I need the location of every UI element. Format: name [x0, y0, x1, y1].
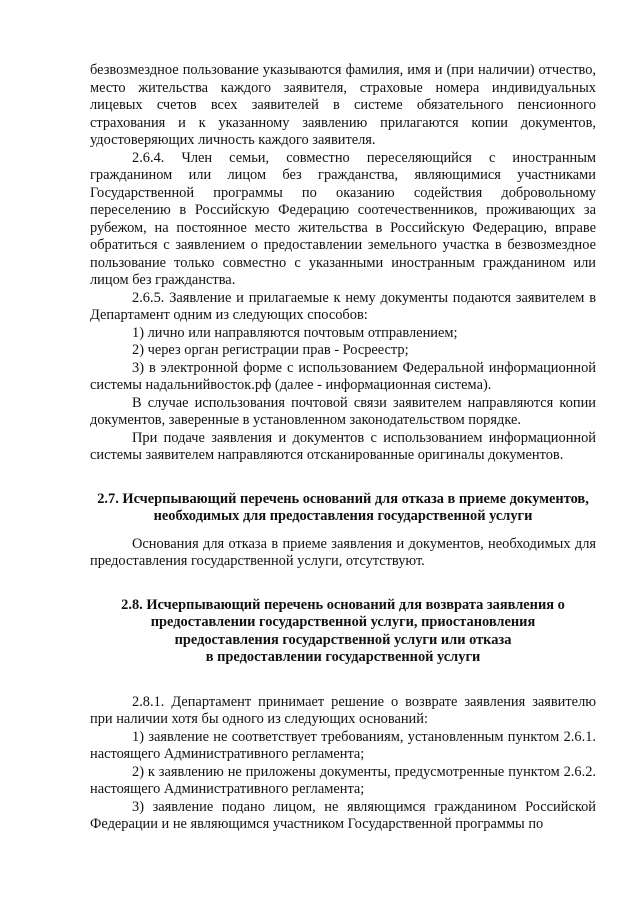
list-item-requirements: 1) заявление не соответствует требованиям, установленным пунктом 2.6.1. настоящего Административного регламента; [90, 728, 596, 762]
section-heading-2-7: 2.7. Исчерпывающий перечень оснований для отказа в приеме документов, необходимых для предоставления государственной услуги [97, 490, 589, 524]
paragraph-2-6-4: 2.6.4. Член семьи, совместно переселяющийся с иностранным гражданином или лицом без гражданства, являющимися участниками Государственной программы по оказанию содействия добровольному переселению в Российскую Федерацию соотечественников, проживающих за рубежом, на постоянное место жительства в Российскую Федерацию, вправе обратиться с заявлением о предоставлении земельного участка в безвозмездное пользование только совместно с указанными иностранным гражданином или лицом без гражданства. [90, 149, 596, 288]
paragraph-postal: В случае использования почтовой связи заявителем направляются копии документов, заверенные в установленном законодательством порядке. [90, 394, 596, 428]
list-item-documents: 2) к заявлению не приложены документы, предусмотренные пунктом 2.6.2. настоящего Административного регламента; [90, 763, 596, 797]
list-item-electronic: 3) в электронной форме с использованием Федеральной информационной системы надальнийвосток.рф (далее - информационная система). [90, 359, 596, 393]
paragraph-continuation: безвозмездное пользование указываются фамилия, имя и (при наличии) отчество, место жительства каждого заявителя, страховые номера индивидуальных лицевых счетов всех заявителей в системе обязательного пенсионного страхования и к указанному заявлению прилагаются копии документов, удостоверяющих личность каждого заявителя. [90, 62, 596, 148]
list-item-non-citizen: 3) заявление подано лицом, не являющимся гражданином Российской Федерации и не являющимся участником Государственной программы по [90, 798, 596, 832]
paragraph-2-6-5: 2.6.5. Заявление и прилагаемые к нему документы подаются заявителем в Департамент одним из следующих способов: [90, 289, 596, 323]
heading-line: предоставлении государственной услуги, приостановления [150, 614, 536, 630]
list-item-personally: 1) лично или направляются почтовым отправлением; [132, 324, 458, 341]
section-heading-2-8 [90, 597, 596, 667]
paragraph-no-grounds: Основания для отказа в приеме заявления и документов, необходимых для предоставления государственной услуги, отсутствуют. [90, 535, 596, 569]
paragraph-2-8-1: 2.8.1. Департамент принимает решение о возврате заявления заявителю при наличии хотя бы одного из следующих оснований: [90, 693, 596, 727]
list-item-rosreestr: 2) через орган регистрации прав - Росреестр; [132, 342, 409, 358]
heading-line: 2.8. Исчерпывающий перечень оснований для возврата заявления о [121, 596, 565, 613]
heading-line: предоставления государственной услуги или отказа [174, 631, 512, 648]
heading-line: в предоставлении государственной услуги [205, 649, 481, 665]
paragraph-info-system: При подаче заявления и документов с использованием информационной системы заявителем направляются отсканированные оригиналы документов. [90, 429, 596, 463]
